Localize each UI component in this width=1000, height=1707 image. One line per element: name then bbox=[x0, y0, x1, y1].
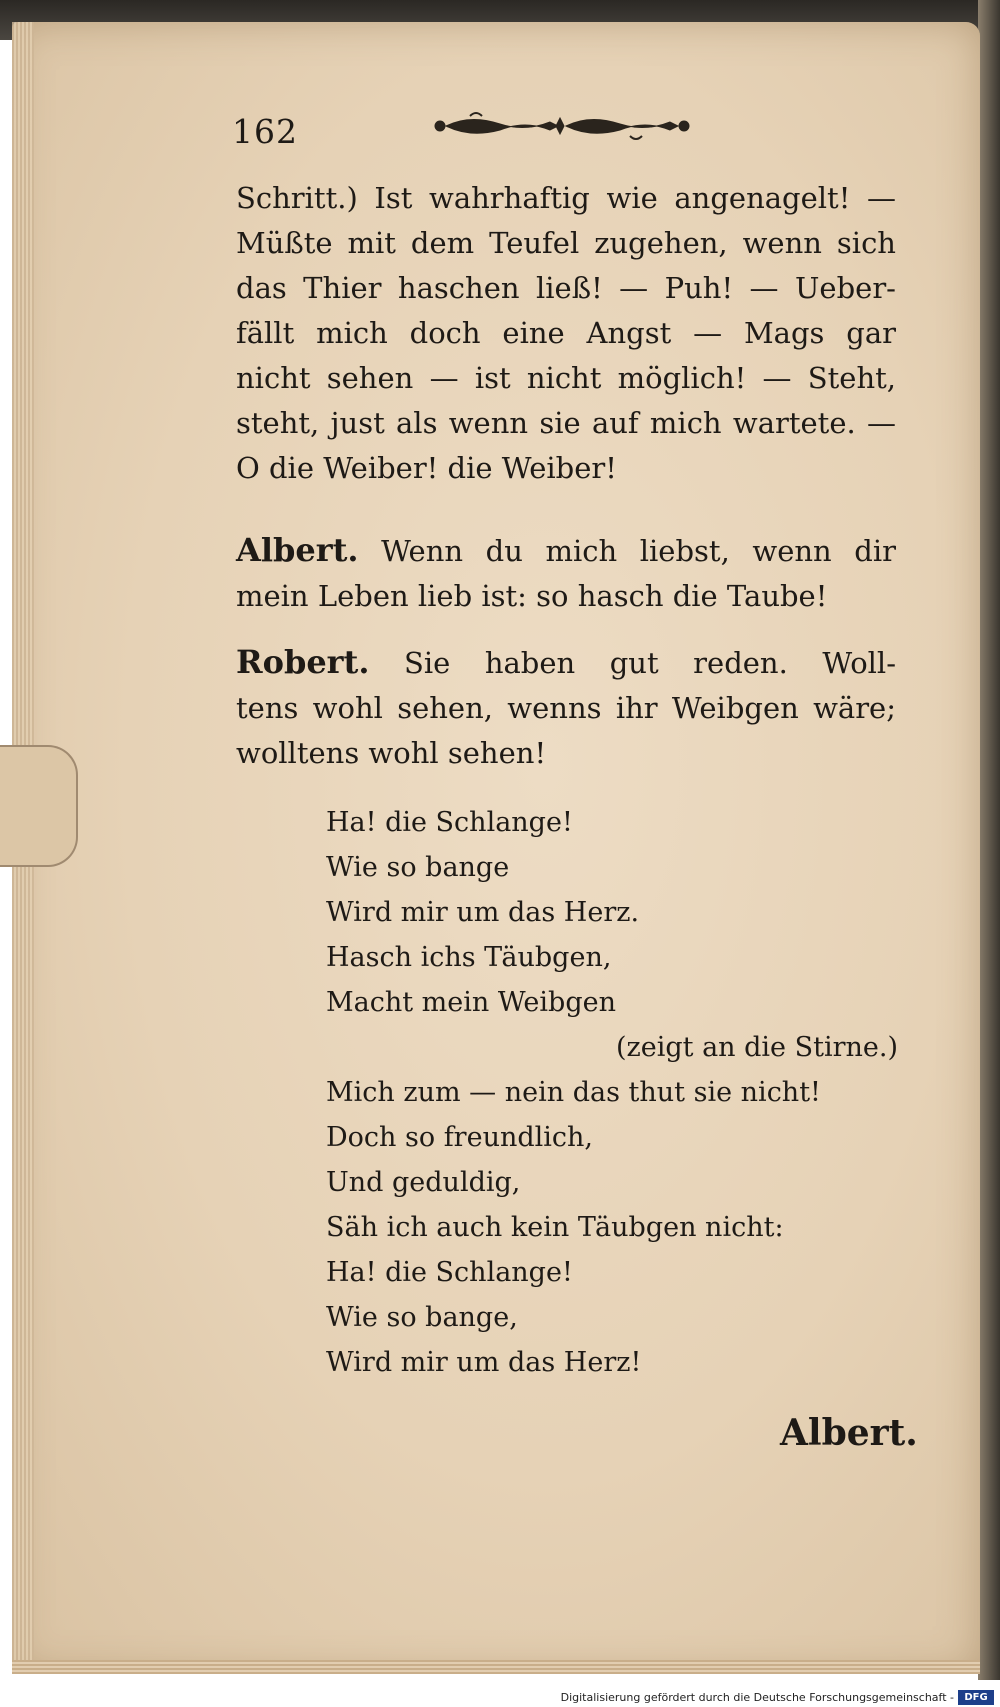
text-line: fällt mich doch eine Angst — Mags gar bbox=[236, 316, 896, 350]
verse-line: Ha! die Schlange! bbox=[326, 807, 573, 838]
verse-line: Wie so bange bbox=[326, 852, 510, 883]
verse-line: Wird mir um das Herz! bbox=[326, 1347, 642, 1378]
text-line bbox=[236, 528, 896, 574]
stage-direction: (zeigt an die Stirne.) bbox=[615, 1032, 898, 1063]
verse-line: Wird mir um das Herz. bbox=[326, 897, 640, 928]
verse-line: Doch so freundlich, bbox=[326, 1122, 593, 1153]
text-line: mein Leben lieb ist: so hasch die Taube! bbox=[236, 579, 828, 613]
text-line: steht, just als wenn sie auf mich wartete. — bbox=[236, 406, 896, 440]
speech-text: Sie haben gut reden. Woll- bbox=[404, 646, 896, 680]
verse-line: Säh ich auch kein Täubgen nicht: bbox=[326, 1212, 784, 1243]
passage-albert bbox=[236, 528, 896, 619]
text-line: tens wohl sehen, wenns ihr Weibgen wäre; bbox=[236, 691, 896, 725]
text-line: wolltens wohl sehen! bbox=[236, 736, 547, 770]
page-tab-marker bbox=[0, 745, 78, 867]
verse-line: Mich zum — nein das thut sie nicht! bbox=[326, 1077, 821, 1108]
catchword: Albert. bbox=[780, 1412, 918, 1454]
page-number: 162 bbox=[232, 112, 298, 151]
speech-text: Wenn du mich liebst, wenn dir bbox=[381, 534, 896, 568]
printers-ornament-icon bbox=[430, 108, 695, 144]
text-line: nicht sehen — ist nicht möglich! — Steht, bbox=[236, 361, 896, 395]
digitization-credit: Digitalisierung gefördert durch die Deutsche Forschungsgemeinschaft - bbox=[0, 1688, 1000, 1707]
speaker-name: Robert. bbox=[236, 643, 370, 681]
scan-background-right bbox=[978, 0, 1000, 1680]
speaker-name: Albert. bbox=[236, 531, 359, 569]
song-verse bbox=[326, 800, 906, 1385]
text-line: O die Weiber! die Weiber! bbox=[236, 451, 617, 485]
dfg-logo: DFG bbox=[958, 1690, 994, 1705]
verse-line: Macht mein Weibgen bbox=[326, 987, 616, 1018]
passage-robert bbox=[236, 640, 896, 776]
verse-line: Und geduldig, bbox=[326, 1167, 521, 1198]
text-line bbox=[236, 640, 896, 686]
verse-line: Hasch ichs Täubgen, bbox=[326, 942, 612, 973]
text-line: das Thier haschen ließ! — Puh! — Ueber- bbox=[236, 271, 896, 305]
page-bottom-edge bbox=[12, 1660, 980, 1674]
verse-line: Wie so bange, bbox=[326, 1302, 518, 1333]
text-line: Müßte mit dem Teufel zugehen, wenn sich bbox=[236, 226, 896, 260]
verse-line: Ha! die Schlange! bbox=[326, 1257, 573, 1288]
text-line: Schritt.) Ist wahrhaftig wie angenagelt! — bbox=[236, 181, 896, 215]
passage-robert-monologue bbox=[236, 176, 896, 491]
